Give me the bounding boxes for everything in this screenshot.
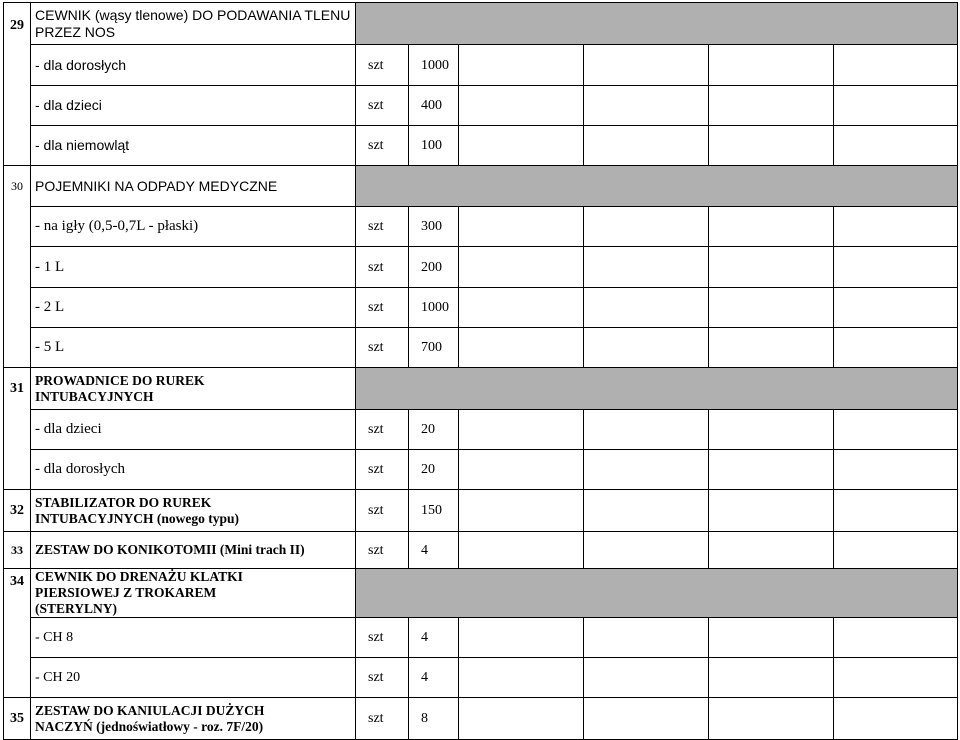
empty-cell[interactable] (584, 86, 709, 126)
empty-cell[interactable] (709, 658, 834, 698)
price-table (3, 2, 958, 740)
table-row (4, 658, 958, 698)
unit-cell: szt (356, 207, 409, 247)
table-row (4, 3, 958, 45)
table-row (4, 166, 958, 207)
empty-cell[interactable] (709, 450, 834, 490)
unit-cell: szt (356, 618, 409, 658)
table-row (4, 86, 958, 126)
item-name: - 5 L (31, 328, 356, 368)
table-row (4, 569, 958, 618)
empty-cell[interactable] (459, 410, 584, 450)
item-name: - dla dorosłych (31, 450, 356, 490)
item-name: - dla niemowląt (31, 126, 356, 166)
empty-cell[interactable] (834, 288, 958, 328)
empty-cell[interactable] (834, 328, 958, 368)
empty-cell[interactable] (709, 490, 834, 532)
unit-cell: szt (356, 86, 409, 126)
empty-cell[interactable] (709, 247, 834, 288)
table-row (4, 126, 958, 166)
table-row (4, 450, 958, 490)
empty-cell[interactable] (709, 532, 834, 569)
unit-cell: szt (356, 247, 409, 288)
shaded-header-cell (356, 166, 958, 207)
empty-cell[interactable] (584, 698, 709, 740)
empty-cell[interactable] (584, 45, 709, 86)
item-name: - CH 20 (31, 658, 356, 698)
shaded-header-cell (356, 368, 958, 410)
quantity-cell: 8 (409, 698, 459, 740)
item-number: 30 (4, 166, 31, 368)
empty-cell[interactable] (584, 618, 709, 658)
unit-cell: szt (356, 328, 409, 368)
empty-cell[interactable] (584, 288, 709, 328)
shaded-header-cell (356, 569, 958, 618)
table-row (4, 698, 958, 740)
unit-cell: szt (356, 658, 409, 698)
item-name: - 1 L (31, 247, 356, 288)
quantity-cell: 150 (409, 490, 459, 532)
empty-cell[interactable] (584, 126, 709, 166)
item-name: - dla dzieci (31, 410, 356, 450)
empty-cell[interactable] (834, 658, 958, 698)
empty-cell[interactable] (834, 45, 958, 86)
quantity-cell: 4 (409, 532, 459, 569)
empty-cell[interactable] (834, 698, 958, 740)
item-number: 31 (4, 368, 31, 490)
empty-cell[interactable] (834, 490, 958, 532)
unit-cell: szt (356, 450, 409, 490)
empty-cell[interactable] (709, 410, 834, 450)
quantity-cell: 1000 (409, 288, 459, 328)
empty-cell[interactable] (834, 126, 958, 166)
empty-cell[interactable] (834, 247, 958, 288)
item-number: 33 (4, 532, 31, 569)
empty-cell[interactable] (459, 658, 584, 698)
item-name: - na igły (0,5-0,7L - płaski) (31, 207, 356, 247)
table-row (4, 618, 958, 658)
item-name: - 2 L (31, 288, 356, 328)
item-name: POJEMNIKI NA ODPADY MEDYCZNE (31, 166, 356, 207)
unit-cell: szt (356, 45, 409, 86)
unit-cell: szt (356, 532, 409, 569)
quantity-cell: 4 (409, 618, 459, 658)
quantity-cell: 300 (409, 207, 459, 247)
shaded-header-cell (356, 3, 958, 45)
item-name: ZESTAW DO KANIULACJI DUŻYCH NACZYŃ (jednoświatłowy - roz. 7F/20) (31, 698, 356, 740)
empty-cell[interactable] (459, 247, 584, 288)
empty-cell[interactable] (709, 126, 834, 166)
table-row (4, 410, 958, 450)
empty-cell[interactable] (709, 328, 834, 368)
item-name: - CH 8 (31, 618, 356, 658)
empty-cell[interactable] (709, 698, 834, 740)
item-name: ZESTAW DO KONIKOTOMII (Mini trach II) (31, 532, 356, 569)
table-row (4, 45, 958, 86)
empty-cell[interactable] (584, 410, 709, 450)
empty-cell[interactable] (459, 86, 584, 126)
quantity-cell: 4 (409, 658, 459, 698)
empty-cell[interactable] (584, 207, 709, 247)
empty-cell[interactable] (459, 45, 584, 86)
empty-cell[interactable] (459, 450, 584, 490)
item-name: - dla dzieci (31, 86, 356, 126)
item-number: 35 (4, 698, 31, 740)
empty-cell[interactable] (459, 288, 584, 328)
empty-cell[interactable] (459, 698, 584, 740)
empty-cell[interactable] (834, 410, 958, 450)
empty-cell[interactable] (584, 247, 709, 288)
unit-cell: szt (356, 410, 409, 450)
item-name: CEWNIK DO DRENAŻU KLATKI PIERSIOWEJ Z TROKAREM (STERYLNY) (31, 569, 356, 618)
item-name: STABILIZATOR DO RUREK INTUBACYJNYCH (nowego typu) (31, 490, 356, 532)
table-row (4, 247, 958, 288)
quantity-cell: 400 (409, 86, 459, 126)
empty-cell[interactable] (709, 86, 834, 126)
empty-cell[interactable] (459, 490, 584, 532)
unit-cell: szt (356, 698, 409, 740)
empty-cell[interactable] (459, 532, 584, 569)
table-row (4, 328, 958, 368)
table-row (4, 207, 958, 247)
unit-cell: szt (356, 288, 409, 328)
table-row (4, 490, 958, 532)
table-row (4, 368, 958, 410)
item-name: - dla dorosłych (31, 45, 356, 86)
empty-cell[interactable] (709, 288, 834, 328)
quantity-cell: 1000 (409, 45, 459, 86)
table-row (4, 532, 958, 569)
empty-cell[interactable] (584, 532, 709, 569)
quantity-cell: 200 (409, 247, 459, 288)
empty-cell[interactable] (459, 126, 584, 166)
quantity-cell: 20 (409, 450, 459, 490)
empty-cell[interactable] (584, 450, 709, 490)
quantity-cell: 100 (409, 126, 459, 166)
quantity-cell: 20 (409, 410, 459, 450)
empty-cell[interactable] (834, 618, 958, 658)
empty-cell[interactable] (584, 658, 709, 698)
empty-cell[interactable] (459, 207, 584, 247)
empty-cell[interactable] (459, 618, 584, 658)
item-name: PROWADNICE DO RUREK INTUBACYJNYCH (31, 368, 356, 410)
empty-cell[interactable] (834, 207, 958, 247)
empty-cell[interactable] (584, 328, 709, 368)
empty-cell[interactable] (834, 86, 958, 126)
unit-cell: szt (356, 490, 409, 532)
item-number: 29 (4, 3, 31, 166)
item-number: 34 (4, 569, 31, 698)
quantity-cell: 700 (409, 328, 459, 368)
empty-cell[interactable] (709, 45, 834, 86)
empty-cell[interactable] (584, 490, 709, 532)
empty-cell[interactable] (709, 207, 834, 247)
empty-cell[interactable] (459, 328, 584, 368)
empty-cell[interactable] (834, 532, 958, 569)
item-number: 32 (4, 490, 31, 532)
table-row (4, 288, 958, 328)
empty-cell[interactable] (709, 618, 834, 658)
item-name: CEWNIK (wąsy tlenowe) DO PODAWANIA TLENU PRZEZ NOS (31, 3, 356, 45)
empty-cell[interactable] (834, 450, 958, 490)
unit-cell: szt (356, 126, 409, 166)
